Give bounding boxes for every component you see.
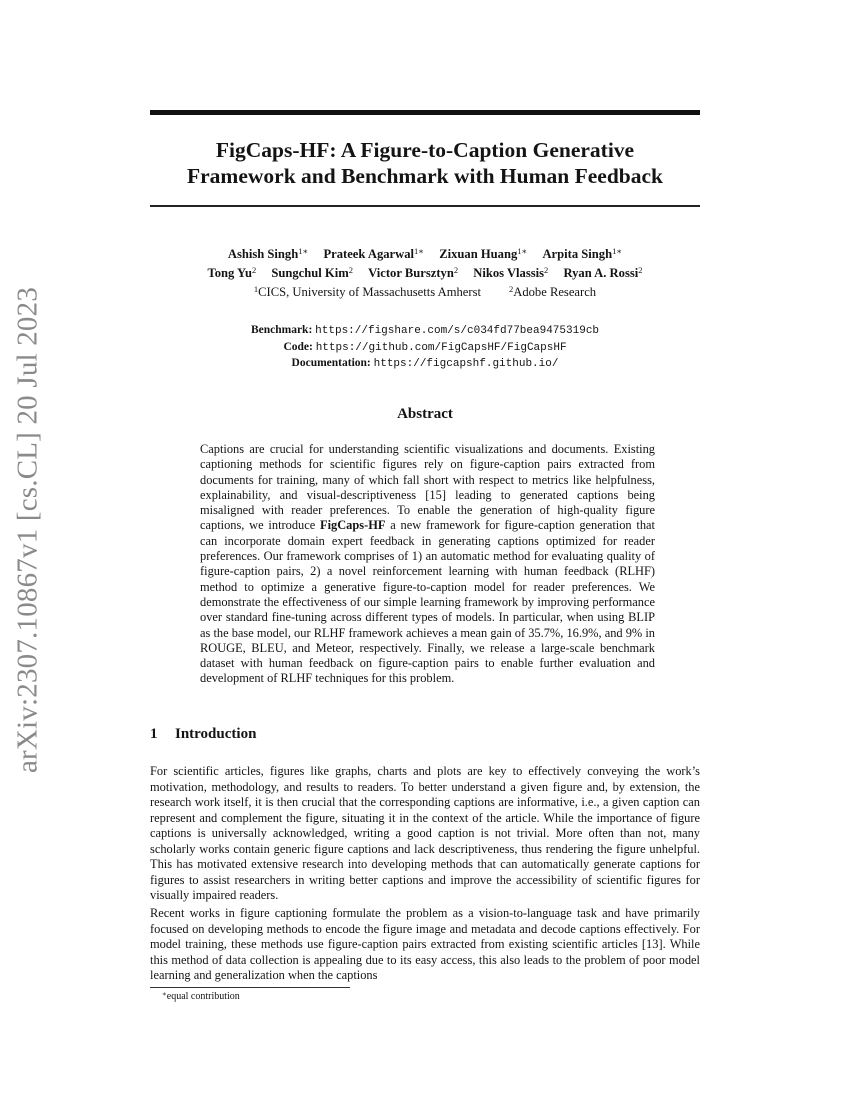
affiliation-name: CICS, University of Massachusetts Amherst — [258, 285, 481, 299]
abstract-text — [200, 442, 655, 687]
author-mark: 2 — [251, 265, 257, 275]
author-mark: 1∗ — [414, 246, 425, 256]
affiliation-name: Adobe Research — [513, 285, 597, 299]
section-heading-introduction — [150, 726, 256, 743]
documentation-link-row — [150, 356, 700, 373]
resource-links — [150, 323, 700, 373]
author-mark: 2 — [348, 265, 353, 275]
introduction-paragraph-2: Recent works in figure captioning formulate the problem as a vision-to-language task and have primarily focused on developing methods to encode the figure image and metadata and decode captions effectively. For model training, these methods use figure-caption pairs extracted from existing scientific articles [13]. While this method of data collection is appealing due to its easy access, this also leads to the problem of poor model learning and generalization when the captions — [150, 906, 700, 982]
author-name: Ashish Singh — [227, 247, 299, 261]
arxiv-identifier-text: arXiv:2307.10867v1 [cs.CL] 20 Jul 2023 — [11, 286, 44, 774]
link-label: Code: — [283, 340, 313, 353]
author-block — [150, 243, 700, 300]
author-name: Sungchul Kim — [271, 266, 349, 280]
abstract-heading: Abstract — [397, 406, 453, 422]
author-name: Tong Yu — [207, 266, 252, 280]
author-name: Arpita Singh — [542, 247, 613, 261]
link-label: Documentation: — [291, 357, 371, 369]
paper-title-line-2: Framework and Benchmark with Human Feedback — [187, 164, 663, 188]
author-name: Prateek Agarwal — [323, 247, 415, 261]
paper-title-line-1: FigCaps-HF: A Figure-to-Caption Generative — [215, 138, 635, 162]
introduction-paragraph-1: For scientific articles, figures like graphs, charts and plots are key to effectively conveying the work’s motivation, methodology, and results to readers. To better understand a given figure and, by extension, the research work itself, it is then crucial that the corresponding captions are informative, i.e., a given caption can represent and complement the figure, situating it in the context of the article. While the importance of figure captions is universally acknowledged, writing a good caption is not trivial. More often than not, many scholarly works contain generic figure captions and lack descriptiveness, thus rendering the figure unhelpful. This has motivated extensive research into developing methods that can automatically generate captions for figures to assist researchers in writing better captions and improve the accessibility of scientific figures for visually impaired readers. — [150, 764, 700, 902]
footnote — [162, 990, 240, 1002]
abstract-text-part: Captions are crucial for understanding scientific visualizations and documents. Existing captioning methods for scientific figures rely on figure-caption pairs extracted from documents for training, many of which fall short with respect to metrics like helpfulness, explainability, and visual-descriptiveness [15] leading to generated captions being misaligned with reader preferences. To enable the generation of high-quality figure captions, we introduce — [200, 442, 655, 533]
affiliation-mark: 1 — [253, 284, 259, 294]
code-link-row — [150, 340, 700, 357]
footnote-text: equal contribution — [166, 991, 240, 1002]
section-number: 1 — [150, 726, 158, 742]
arxiv-identifier-stamp — [8, 286, 48, 774]
author-mark: 1∗ — [517, 246, 528, 256]
affiliation-mark: 2 — [508, 284, 514, 294]
author-name: Ryan A. Rossi — [563, 266, 639, 280]
link-label: Benchmark: — [250, 324, 313, 336]
author-mark: 2 — [453, 265, 459, 275]
footnote-mark: ∗ — [162, 990, 167, 998]
abstract-text-part: a new framework for figure-caption generation that can incorporate domain expert feedback in generating captions optimized for reader preferences. Our framework comprises of 1) an automatic method for evaluating quality of figure-caption pairs, 2) a novel reinforcement learning with human feedback (RLHF) method to optimize a generative figure-to-caption model for reader preferences. We demonstrate the effectiveness of our simple learning framework by improving performance over standard fine-tuning across different types of models. In particular, when using BLIP as the base model, our RLHF framework achieves a mean gain of 35.7%, 16.9%, and 9% in ROUGE, BLEU, and Meteor, respectively. Finally, we release a large-scale benchmark dataset with human feedback on figure-caption pairs to enable further evaluation and development of RLHF techniques for this problem. — [200, 518, 655, 686]
author-mark: 1∗ — [612, 246, 623, 256]
abstract-bold-term: FigCaps-HF — [320, 518, 386, 533]
author-name: Zixuan Huang — [439, 247, 518, 261]
paper-title — [150, 137, 700, 189]
footnote-rule — [150, 987, 350, 988]
author-row-2 — [150, 262, 700, 281]
title-bottom-rule — [150, 205, 700, 207]
benchmark-link-row — [150, 323, 700, 340]
author-mark: 2 — [638, 265, 643, 275]
title-top-rule — [150, 110, 700, 115]
benchmark-link[interactable]: https://figshare.com/s/c034fd77bea9475319cb — [315, 325, 600, 337]
code-link[interactable]: https://github.com/FigCapsHF/FigCapsHF — [315, 341, 567, 354]
section-title: Introduction — [175, 726, 257, 742]
documentation-link[interactable]: https://figcapshf.github.io/ — [373, 358, 559, 370]
affiliation-row — [150, 281, 700, 300]
author-name: Victor Bursztyn — [368, 266, 454, 280]
author-name: Nikos Vlassis — [473, 266, 545, 280]
author-mark: 2 — [544, 265, 549, 275]
author-row-1 — [150, 243, 700, 262]
author-mark: 1∗ — [298, 246, 309, 256]
